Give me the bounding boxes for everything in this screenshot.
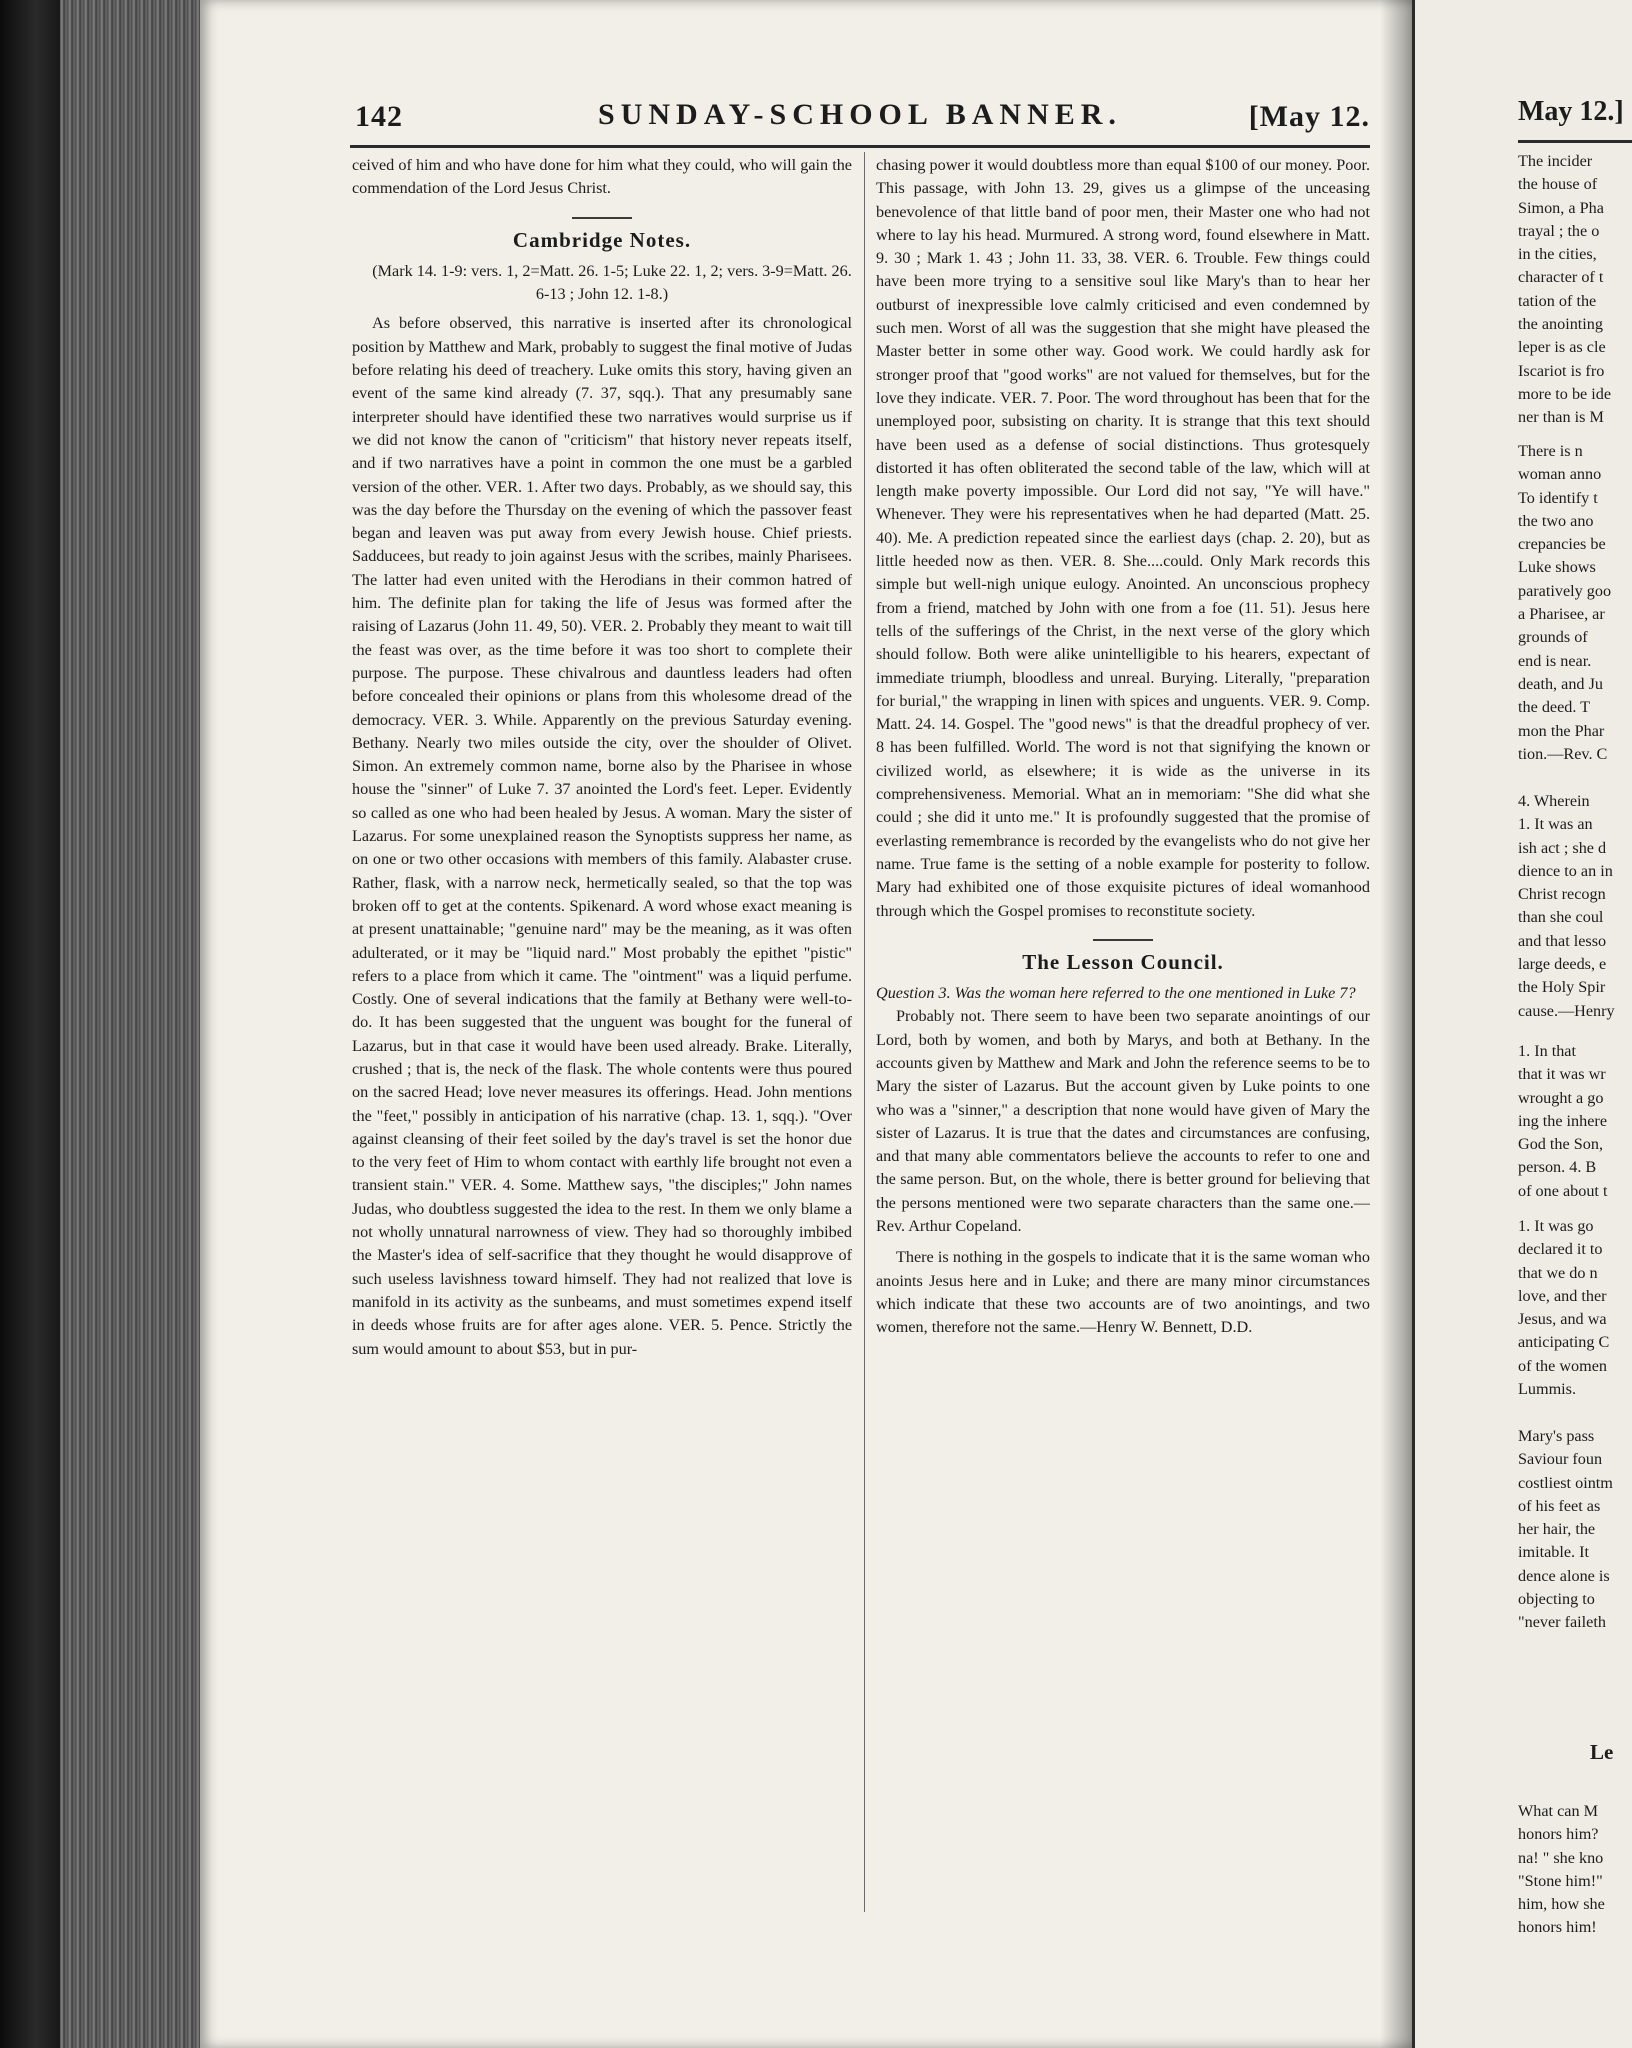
facing-line: honors him?	[1518, 1825, 1599, 1844]
facing-line: Saviour foun	[1518, 1450, 1603, 1469]
facing-line: person. 4. B	[1518, 1158, 1597, 1177]
facing-line: and that lesso	[1518, 931, 1607, 950]
facing-line: grounds of	[1518, 628, 1588, 647]
facing-line: Jesus, and wa	[1518, 1310, 1607, 1329]
facing-line: tion.—Rev. C	[1518, 744, 1608, 763]
facing-line: of one about t	[1518, 1181, 1608, 1200]
notes-continued-body: chasing power it would doubtless more than equal $100 of our money. Poor. This passage, with John 13. 29, gives us a glimpse of the unceasing benevolence of that little band of poor men, their Master one who had not where to lay his head. Murmured. A strong word, found elsewhere in Matt. 9. 30 ; Mark 1. 43 ; John 11. 33, 38. VER. 6. Trouble. Few things could have been more trying to a sensitive soul like Mary's than to hear her outburst of inexpressible love calmly criticised and even condemned by such men. Worst of all was the suggestion that she might have pleased the Master better in some other way. Good work. We could hardly ask for stronger proof that "good works" are not valued for themselves, but for the love they indicate. VER. 7. Poor. The word throughout has been that for the unemployed poor, subsisting on charity. It is strange that this text should have been used as a defense of social distinctions. Thus grotesquely distorted it has often obliterated the second table of the law, which will at length make poverty impossible. Our Lord did not say, "Ye will have." Whenever. They were his representatives when he had departed (Matt. 25. 40). Me. A prediction repeated since the earliest days (chap. 2. 20), but as little heeded now as then. VER. 8. She....could. Only Mark records this simple but well-nigh unique eulogy. Anointed. An unconscious prophecy from a friend, matched by John with one from a foe (11. 51). Jesus here tells of the sufferings of the Christ, in the next verse of the glory which should follow. Both were alike unintelligible to his hearers, expectant of immediate triumph, bloodless and unreal. Burying. Literally, "preparation for burial," the wrapping in linen with spices and unguents. VER. 9. Comp. Matt. 24. 14. Gospel. The "good news" is that the dreadful prophecy of ver. 8 has been fulfilled. World. The word is not that signifying the known or civilized world, as elsewhere; it is wide as the universe in its comprehensiveness. Memorial. What an in memoriam: "She did what she could ; she did it unto me." It is profoundly suggested that the promise of everlasting remembrance is recorded by the evangelists who do not give her name. True fame is the setting of a noble example for posterity to follow. Mary had exhibited one of those exquisite pictures of ideal womanhood through which the Gospel promises to reconstitute society.	[876, 156, 1370, 920]
facing-line: Simon, a Pha	[1518, 198, 1604, 217]
facing-line: paratively goo	[1518, 581, 1612, 600]
facing-line: anticipating C	[1518, 1333, 1610, 1352]
facing-line: the two ano	[1518, 511, 1594, 530]
facing-block-6	[1518, 1425, 1632, 1635]
facing-line: Mary's pass	[1518, 1427, 1595, 1445]
facing-block-5	[1518, 1215, 1632, 1401]
answer-paragraph-2: There is nothing in the gospels to indicate that it is the same woman who anoints Jesus here and in Luke; and there are many minor circumstances which indicate that these two accounts are of two anointings, and two women, therefore not the same.—Henry W. Bennett, D.D.	[876, 1248, 1370, 1337]
facing-line: Luke shows	[1518, 558, 1596, 577]
facing-block-2	[1518, 440, 1632, 766]
facing-line: the Holy Spir	[1518, 978, 1606, 997]
section-title-cambridge-notes: Cambridge Notes.	[512, 227, 692, 252]
facing-line: than she coul	[1518, 908, 1604, 927]
facing-line: "Stone him!"	[1518, 1871, 1603, 1890]
facing-line: objecting to	[1518, 1590, 1595, 1609]
section-divider	[1093, 939, 1153, 941]
facing-line: that we do n	[1518, 1263, 1598, 1282]
facing-line: Christ recogn	[1518, 885, 1606, 904]
facing-line: of the women	[1518, 1356, 1608, 1375]
facing-line: ish act ; she d	[1518, 838, 1607, 857]
facing-line: honors him!	[1518, 1918, 1597, 1937]
facing-line: na! " she kno	[1518, 1848, 1604, 1867]
scripture-reference: (Mark 14. 1-9: vers. 1, 2=Matt. 26. 1-5; Luke 22. 1, 2; vers. 3-9=Matt. 26. 6-13 ; John 12. 1-8.)	[372, 261, 852, 304]
facing-line: 1. In that	[1518, 1042, 1576, 1060]
facing-line: end is near.	[1518, 651, 1592, 670]
facing-line: declared it to	[1518, 1240, 1603, 1259]
facing-line: that it was wr	[1518, 1065, 1606, 1084]
page-number: 142	[355, 100, 403, 133]
section-title-lesson-council: The Lesson Council.	[1022, 949, 1224, 974]
facing-line: imitable. It	[1518, 1543, 1590, 1562]
facing-line: cause.—Henry	[1518, 1001, 1615, 1020]
facing-line: woman anno	[1518, 465, 1602, 484]
facing-line: in the cities,	[1518, 245, 1597, 264]
facing-line: the anointing	[1518, 315, 1603, 334]
facing-line: a Pharisee, ar	[1518, 605, 1605, 624]
facing-line: 1. It was an	[1518, 815, 1593, 834]
left-column	[352, 154, 852, 1361]
facing-line: crepancies be	[1518, 535, 1606, 554]
facing-line: What can M	[1518, 1802, 1599, 1820]
facing-line: her hair, the	[1518, 1520, 1596, 1539]
facing-block-1	[1518, 150, 1632, 430]
facing-line: 4. Wherein	[1518, 792, 1590, 810]
facing-line: ner than is M	[1518, 408, 1604, 427]
facing-block-3	[1518, 790, 1632, 1023]
running-title: SUNDAY-SCHOOL BANNER.	[598, 98, 1122, 131]
header-rule	[350, 145, 1370, 148]
facing-line: dence alone is	[1518, 1566, 1610, 1585]
column-divider	[864, 152, 865, 1912]
left-page	[200, 0, 1412, 2048]
facing-section-heading: Le	[1590, 1740, 1614, 1764]
facing-line: ing the inhere	[1518, 1111, 1607, 1130]
right-column	[876, 154, 1370, 1340]
facing-block-4	[1518, 1040, 1632, 1203]
facing-line: large deeds, e	[1518, 955, 1607, 974]
facing-header-rule	[1518, 140, 1632, 143]
facing-line: love, and ther	[1518, 1286, 1607, 1305]
facing-line: There is n	[1518, 442, 1583, 460]
header-date: [May 12.	[1248, 100, 1370, 133]
scan-edge	[0, 0, 60, 2048]
facing-line: death, and Ju	[1518, 674, 1603, 693]
facing-line: more to be ide	[1518, 384, 1612, 403]
book-binding	[60, 0, 202, 2048]
facing-line: leper is as cle	[1518, 338, 1606, 357]
facing-line: the deed. T	[1518, 698, 1591, 717]
page-header	[350, 90, 1370, 140]
section-divider	[572, 217, 632, 219]
facing-line: God the Son,	[1518, 1135, 1603, 1154]
facing-page-date: May 12.]	[1518, 96, 1624, 127]
facing-line: of his feet as	[1518, 1496, 1601, 1515]
facing-block-7	[1518, 1800, 1632, 1940]
facing-line: wrought a go	[1518, 1088, 1604, 1107]
facing-line: The incider	[1518, 152, 1593, 170]
facing-line: Iscariot is fro	[1518, 361, 1605, 380]
facing-line: the house of	[1518, 175, 1598, 194]
answer-paragraph-1: Probably not. There seem to have been two separate anointings of our Lord, both by women, and both by Marys, and both at Bethany. In the accounts given by Matthew and Mark and John the reference seems to be to Mary the sister of Lazarus. But the account given by Luke points to one who was a "sinner," a description that none would have given of Mary the sister of Lazarus. It is true that the dates and circumstances are confusing, and that many able commentators believe the accounts to refer to one and the same person. But, on the whole, there is better ground for believing that the persons mentioned were two separate characters than the same one.—Rev. Arthur Copeland.	[876, 1007, 1370, 1236]
facing-line: To identify t	[1518, 488, 1598, 507]
facing-line: trayal ; the o	[1518, 221, 1600, 240]
cambridge-notes-body: As before observed, this narrative is inserted after its chronological position by Matthew and Mark, probably to suggest the final motive of Judas before relating his deed of treachery. Luke omits this story, having given an event of the same kind already (7. 37, sqq.). That any presumably sane interpreter should have identified these two narratives would surprise us if we did not know the canon of "criticism" that history never repeats itself, and if two narratives have a point in common the one must be a garbled version of the other. VER. 1. After two days. Probably, as we should say, this was the day before the Thursday on the evening of which the passover feast began and leaven was put away from every Jewish house. Chief priests. Sadducees, but ready to join against Jesus with the scribes, mainly Pharisees. The latter had even united with the Herodians in their common hatred of him. The definite plan for taking the life of Jesus was formed after the raising of Lazarus (John 11. 49, 50). VER. 2. Probably they meant to wait till the feast was over, as the time before it was too short to complete their purpose. The purpose. These chivalrous and dauntless leaders had often before concealed their opinions or plans from this wholesome dread of the democracy. VER. 3. While. Apparently on the previous Saturday evening. Bethany. Nearly two miles outside the city, over the shoulder of Olivet. Simon. An extremely common name, borne also by the Pharisee in whose house the "sinner" of Luke 7. 37 anointed the Lord's feet. Leper. Evidently so called as one who had been healed by Jesus. A woman. Mary the sister of Lazarus. For some unexplained reason the Synoptists suppress her name, as on one or two other occasions with members of this family. Alabaster cruse. Rather, flask, with a narrow neck, hermetically sealed, so that the top was broken off to get at the contents. Spikenard. A word whose exact meaning is at present unattainable; "genuine nard" may be the meaning, as it was often adulterated, or it may be "liquid nard." Most probably the epithet "pistic" refers to a place from which it came. The "ointment" was a liquid perfume. Costly. One of several indications that the family at Bethany were well-to-do. It has been suggested that the unguent was bought for the funeral of Lazarus, but in that case it would have been used already. Brake. Literally, crushed ; that is, the neck of the flask. The whole contents were thus poured on the sacred Head; love never measures its offerings. Head. John mentions the "feet," possibly in anticipation of his narrative (chap. 13. 1, sqq.). "Over against cleansing of their feet soiled by the day's travel is set the honor due to the very feet of Him to whom contact with earthly life brought not even a transient stain." VER. 4. Some. Matthew says, "the disciples;" John names Judas, who doubtless suggested the idea to the rest. In them we only blame a not wholly unnatural narrowness of view. They had so thoroughly imbibed the Master's idea of self-sacrifice that they thought he would disapprove of such useless lavishness toward himself. They had not realized that love is manifold in its activity as the sunbeams, and must sometimes expend itself in deeds whose fruits are for after ages alone. VER. 5. Pence. Strictly the sum would amount to about $53, but in pur-	[352, 314, 852, 1358]
facing-line: dience to an in	[1518, 861, 1613, 880]
facing-line: him, how she	[1518, 1895, 1605, 1914]
intro-paragraph: ceived of him and who have done for him what they could, who will gain the commendation of the Lord Jesus Christ.	[352, 156, 852, 198]
facing-line: Lummis.	[1518, 1380, 1577, 1399]
facing-line: 1. It was go	[1518, 1217, 1594, 1235]
facing-line: costliest ointm	[1518, 1473, 1613, 1492]
question-heading: Question 3. Was the woman here referred to the one mentioned in Luke 7?	[876, 984, 1356, 1003]
facing-line: mon the Phar	[1518, 721, 1605, 740]
facing-line: character of t	[1518, 268, 1604, 287]
facing-line: "never faileth	[1518, 1613, 1606, 1632]
facing-line: tation of the	[1518, 291, 1597, 310]
